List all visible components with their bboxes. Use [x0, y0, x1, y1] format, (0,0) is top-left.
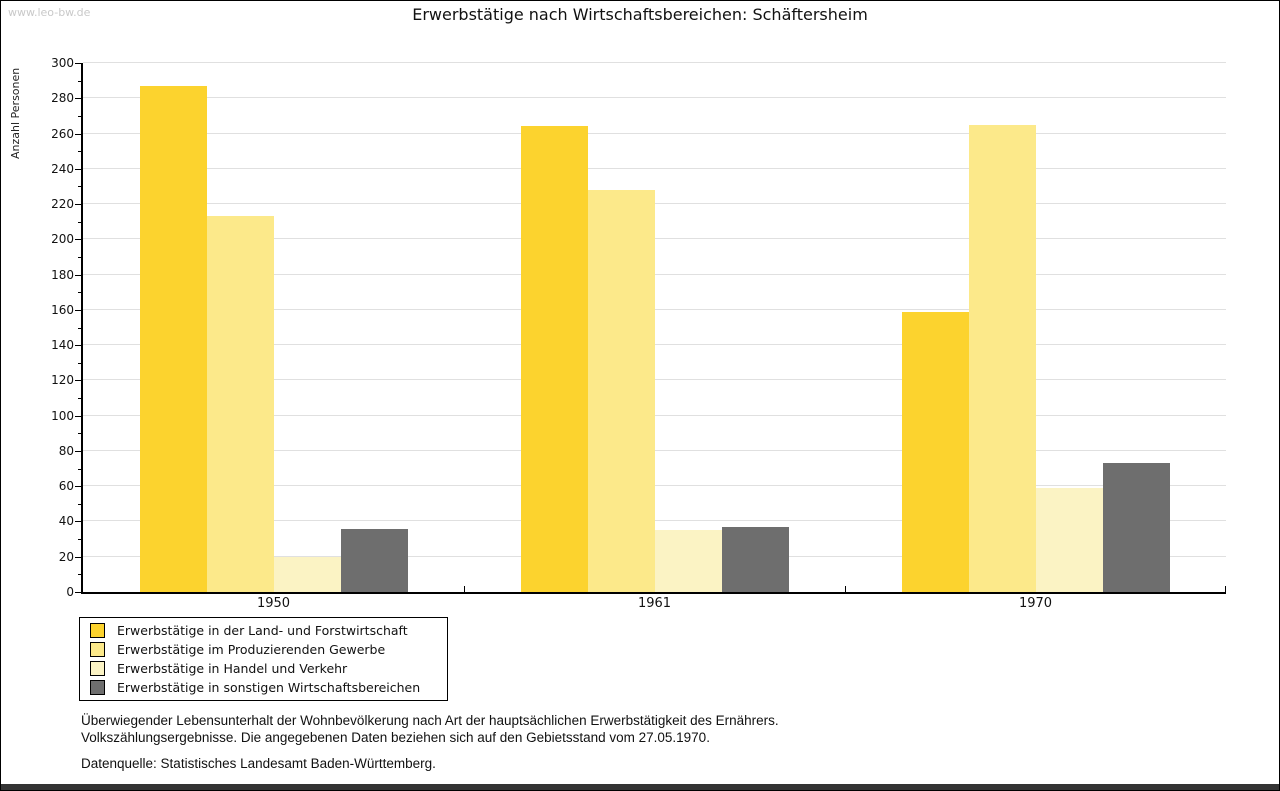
bar-1970-series-2 [969, 125, 1036, 592]
y-axis-minor-tick [78, 363, 81, 364]
y-axis-tick-label: 100 [51, 408, 74, 423]
footnote-line-2: Volkszählungsergebnisse. Die angegebenen Daten beziehen sich auf den Gebietsstand vom 27.05.1970. [81, 730, 710, 745]
y-axis-minor-tick [78, 222, 81, 223]
y-axis-minor-tick [78, 257, 81, 258]
footnote-line-1: Überwiegender Lebensunterhalt der Wohnbevölkerung nach Art der hauptsächlichen Erwerbstätigkeit des Ernährers. [81, 713, 779, 728]
plot-area [51, 56, 1226, 611]
y-axis-major-tick [75, 310, 81, 311]
y-axis-major-tick [75, 592, 81, 593]
legend-swatch-2 [90, 642, 105, 657]
y-axis-minor-tick [78, 398, 81, 399]
legend-item-4 [90, 680, 447, 695]
y-axis-minor-tick [78, 151, 81, 152]
gridline-y-280 [83, 97, 1226, 98]
legend-item-3 [90, 661, 447, 676]
x-category-label-1961: 1961 [637, 596, 672, 611]
footnotes [81, 712, 779, 772]
x-category-label-1970: 1970 [1018, 596, 1053, 611]
y-axis-major-tick [75, 521, 81, 522]
gridline-y-260 [83, 133, 1226, 134]
y-axis-minor-tick [78, 116, 81, 117]
bar-1961-series-1 [521, 126, 588, 592]
legend [79, 617, 448, 701]
chart-title: Erwerbstätige nach Wirtschaftsbereichen: Schäftersheim [412, 5, 868, 24]
bar-1961-series-3 [655, 530, 722, 592]
y-axis-tick-label: 240 [51, 161, 74, 176]
data-source-line: Datenquelle: Statistisches Landesamt Baden-Württemberg. [81, 756, 436, 771]
legend-label-3: Erwerbstätige in Handel und Verkehr [117, 661, 348, 676]
gridline-y-300 [83, 62, 1226, 63]
y-axis-tick-label: 180 [51, 267, 74, 282]
y-axis-major-tick [75, 134, 81, 135]
bar-1950-series-4 [341, 529, 408, 592]
y-axis-major-tick [75, 380, 81, 381]
legend-swatch-4 [90, 680, 105, 695]
bar-1970-series-4 [1103, 463, 1170, 592]
x-axis-tick [1225, 586, 1226, 592]
y-axis-minor-tick [78, 574, 81, 575]
x-category-label-1950: 1950 [256, 596, 291, 611]
y-axis-major-tick [75, 204, 81, 205]
y-axis-tick-label: 40 [58, 514, 74, 529]
y-axis-tick-label: 300 [51, 56, 74, 70]
y-axis-tick-label: 200 [51, 232, 74, 247]
y-axis-minor-tick [78, 469, 81, 470]
gridline-y-240 [83, 168, 1226, 169]
bar-1961-series-4 [722, 527, 789, 592]
y-axis-major-tick [75, 169, 81, 170]
y-axis-tick-label: 260 [51, 126, 74, 141]
x-axis-tick [845, 586, 846, 592]
y-axis-major-tick [75, 486, 81, 487]
y-axis-major-tick [75, 275, 81, 276]
bottom-frame-bar [1, 784, 1279, 790]
y-axis-minor-tick [78, 539, 81, 540]
y-axis-minor-tick [78, 504, 81, 505]
y-axis-tick-label: 220 [51, 197, 74, 212]
legend-label-1: Erwerbstätige in der Land- und Forstwirtschaft [117, 623, 408, 638]
y-axis-major-tick [75, 451, 81, 452]
y-axis-minor-tick [78, 328, 81, 329]
y-axis-minor-tick [78, 81, 81, 82]
bar-1950-series-1 [140, 86, 207, 592]
legend-item-2 [90, 642, 447, 657]
y-axis-tick-label: 120 [51, 373, 74, 388]
legend-label-4: Erwerbstätige in sonstigen Wirtschaftsbereichen [117, 680, 421, 695]
y-axis-minor-tick [78, 186, 81, 187]
bar-1970-series-3 [1036, 488, 1103, 592]
bar-1950-series-3 [274, 557, 341, 592]
legend-swatch-1 [90, 623, 105, 638]
y-axis-tick-label: 160 [51, 302, 74, 317]
x-axis-tick [464, 586, 465, 592]
y-axis-minor-tick [78, 292, 81, 293]
legend-item-1 [90, 623, 447, 638]
legend-swatch-3 [90, 661, 105, 676]
y-axis-tick-label: 60 [58, 479, 74, 494]
y-axis-major-tick [75, 63, 81, 64]
legend-label-2: Erwerbstätige im Produzierenden Gewerbe [117, 642, 386, 657]
y-axis-tick-label: 0 [66, 585, 74, 599]
bar-1950-series-2 [207, 216, 274, 592]
y-axis-tick-label: 280 [51, 91, 74, 106]
y-axis-minor-tick [78, 433, 81, 434]
y-axis-major-tick [75, 416, 81, 417]
y-axis-major-tick [75, 557, 81, 558]
bar-1970-series-1 [902, 312, 969, 592]
y-axis-tick-label: 140 [51, 338, 74, 353]
gridline-y-220 [83, 203, 1226, 204]
watermark: www.leo-bw.de [8, 6, 91, 19]
bar-1961-series-2 [588, 190, 655, 592]
y-axis-major-tick [75, 98, 81, 99]
y-axis-major-tick [75, 345, 81, 346]
y-axis-major-tick [75, 239, 81, 240]
y-axis-tick-label: 20 [58, 549, 74, 564]
y-axis-title: Anzahl Personen [9, 67, 22, 159]
y-axis-tick-label: 80 [58, 443, 74, 458]
